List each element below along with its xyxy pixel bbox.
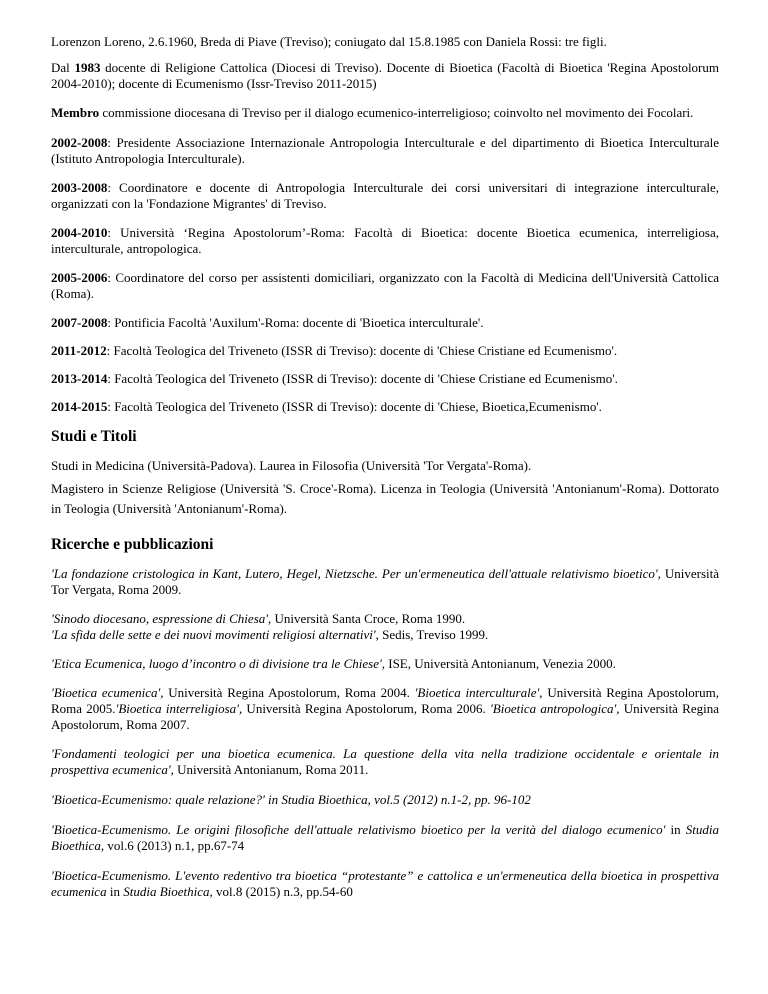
publication-entry xyxy=(51,627,719,643)
role-text: : Facoltà Teologica del Triveneto (ISSR di Treviso): docente di 'Chiese, Bioetica,Ecumenismo'. xyxy=(107,399,602,414)
publication-title: 'Bioetica-Ecumenismo. Le origini filosofiche dell'attuale relativismo bioetico per la verità del dialogo ecumenico' xyxy=(51,822,666,837)
role-text: : Presidente Associazione Internazionale Antropologia Interculturale e del dipartimento di Bioetica Interculturale (Istituto Antropologia Interculturale). xyxy=(51,135,719,166)
role-year: 2007-2008 xyxy=(51,315,108,330)
member-label: Membro xyxy=(51,105,100,120)
publication-title: 'La fondazione cristologica in Kant, Lutero, Hegel, Nietzsche. Per un'ermeneutica dell'attuale relativismo bioetico', xyxy=(51,566,661,581)
role-text: : Coordinatore e docente di Antropologia Interculturale dei corsi universitari di integrazione interculturale, organizzati con la 'Fondazione Migrantes' di Treviso. xyxy=(51,180,719,211)
publication-title: 'Bioetica-Ecumenismo: quale relazione?' in Studia Bioethica, vol.5 (2012) n.1-2, pp. 96-102 xyxy=(51,792,531,807)
publication-details: Università Regina Apostolorum, Roma 2005. xyxy=(51,685,719,716)
role-year: 2003-2008 xyxy=(51,180,108,195)
publication-details: Università Tor Vergata, Roma 2009. xyxy=(51,566,719,597)
teaching-year: 1983 xyxy=(74,60,101,75)
studi-line: Studi in Medicina (Università-Padova). Laurea in Filosofia (Università 'Tor Vergata'-Roma). xyxy=(51,458,532,473)
role-entry xyxy=(51,225,719,257)
role-text: : Facoltà Teologica del Triveneto (ISSR di Treviso): docente di 'Chiese Cristiane ed Ecumenismo'. xyxy=(106,343,618,358)
publication-entry xyxy=(51,611,719,627)
publication-entry xyxy=(51,868,719,900)
role-entry xyxy=(51,399,719,415)
intro-paragraph: Lorenzon Loreno, 2.6.1960, Breda di Piave (Treviso); coniugato dal 15.8.1985 con Daniela Rossi: tre figli. xyxy=(51,34,607,49)
publication-details: ISE, Università Antonianum, Venezia 2000. xyxy=(385,656,616,671)
teaching-pre: Dal xyxy=(51,60,75,75)
role-year: 2011-2012 xyxy=(51,343,107,358)
role-entry xyxy=(51,180,719,212)
role-year: 2013-2014 xyxy=(51,371,108,386)
publication-entry xyxy=(51,566,719,598)
cv-document xyxy=(51,34,719,900)
publication-entry xyxy=(51,656,719,672)
publication-title: 'Bioetica interreligiosa', xyxy=(115,701,243,716)
publication-details: , Università Antonianum, Roma 2011. xyxy=(170,762,369,777)
publication-connector: in xyxy=(106,884,124,899)
role-text: : Pontificia Facoltà 'Auxilum'-Roma: docente di 'Bioetica interculturale'. xyxy=(107,315,484,330)
role-entry xyxy=(51,343,719,359)
publication-title: 'Sinodo diocesano, espressione di Chiesa' xyxy=(51,611,269,626)
publication-details: , Sedis, Treviso 1999. xyxy=(375,627,489,642)
role-year: 2014-2015 xyxy=(51,399,108,414)
publication-title: 'Etica Ecumenica, luogo d’incontro o di divisione tra le Chiese', xyxy=(51,656,385,671)
publication-title: 'Bioetica interculturale', xyxy=(414,685,543,700)
role-year: 2005-2006 xyxy=(51,270,108,285)
publication-entry xyxy=(51,822,719,854)
member-paragraph xyxy=(51,105,719,121)
role-entry xyxy=(51,135,719,167)
member-text: commissione diocesana di Treviso per il dialogo ecumenico-interreligioso; coinvolto nel movimento dei Focolari. xyxy=(99,105,694,120)
studi-heading: Studi e Titoli xyxy=(51,428,137,445)
publication-title: 'La sfida delle sette e dei nuovi movimenti religiosi alternativi' xyxy=(51,627,376,642)
publication-details: , Università Santa Croce, Roma 1990. xyxy=(268,611,466,626)
publication-entry xyxy=(51,746,719,778)
journal-name: Studia Bioethica, xyxy=(51,822,719,853)
publication-connector: in xyxy=(665,822,686,837)
publication-title: 'Fondamenti teologici per una bioetica ecumenica. La questione della vita nella tradizione occidentale e orientale in prospettiva ecumenica' xyxy=(51,746,719,777)
journal-name: Studia Bioethica, xyxy=(123,884,213,899)
studi-line: Magistero in Scienze Religiose (Università 'S. Croce'-Roma). Licenza in Teologia (Università 'Antonianum'-Roma). Dottorato in Teologia (Università 'Antonianum'-Roma). xyxy=(51,481,719,516)
publication-details: Università Regina Apostolorum, Roma 2004. xyxy=(163,685,415,700)
role-entry xyxy=(51,371,719,387)
role-text: : Università ‘Regina Apostolorum’-Roma: Facoltà di Bioetica: docente Bioetica ecumenica, interreligiosa, interculturale, antropologica. xyxy=(51,225,719,256)
ricerche-heading: Ricerche e pubblicazioni xyxy=(51,536,214,553)
publication-details: Università Regina Apostolorum, Roma 2007. xyxy=(51,701,720,732)
teaching-text: docente di Religione Cattolica (Diocesi di Treviso). Docente di Bioetica (Facoltà di Bioetica 'Regina Apostolorum 2004-2010); docente di Ecumenismo (Issr-Treviso 2011-2015) xyxy=(51,60,719,91)
publication-title: 'Bioetica-Ecumenismo. L'evento redentivo tra bioetica “protestante” e cattolica e un'ermeneutica della bioetica in prospettiva ecumenica xyxy=(51,868,719,899)
role-text: : Coordinatore del corso per assistenti domiciliari, organizzato con la Facoltà di Medicina dell'Università Cattolica (Roma). xyxy=(51,270,719,301)
role-text: : Facoltà Teologica del Triveneto (ISSR di Treviso): docente di 'Chiese Cristiane ed Ecumenismo'. xyxy=(107,371,618,386)
publication-details: Università Regina Apostolorum, Roma 2006. xyxy=(242,701,491,716)
role-entry xyxy=(51,315,719,331)
role-year: 2004-2010 xyxy=(51,225,108,240)
role-year: 2002-2008 xyxy=(51,135,108,150)
role-entry xyxy=(51,270,719,302)
publication-details: vol.6 (2013) n.1, pp.67-74 xyxy=(104,838,245,853)
publication-title: 'Bioetica ecumenica', xyxy=(51,685,164,700)
publication-entry xyxy=(51,792,719,808)
publication-entry xyxy=(51,685,719,733)
publication-details: vol.8 (2015) n.3, pp.54-60 xyxy=(212,884,353,899)
publication-title: 'Bioetica antropologica', xyxy=(490,701,620,716)
teaching-paragraph xyxy=(51,60,719,92)
